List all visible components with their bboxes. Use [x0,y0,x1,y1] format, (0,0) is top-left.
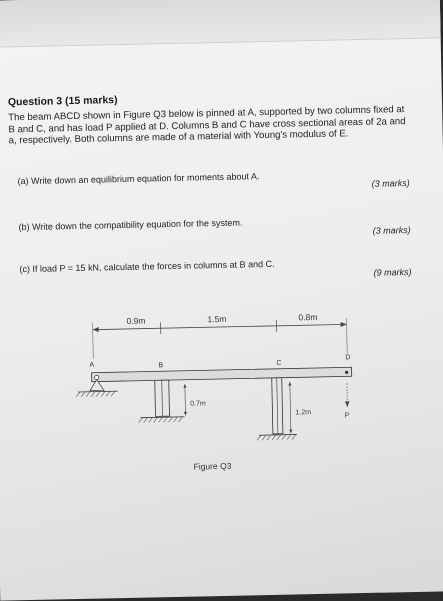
figure-caption: Figure Q3 [193,461,231,472]
column-c-dim-line [290,383,291,433]
column-b-dim-arrow-top [183,384,186,388]
column-b-length: 0.7m [190,400,206,407]
question-intro: The beam ABCD shown in Figure Q3 below is pinned at A, supported by two columns fixed at B and C, and has load P applied at D. Columns B and C have cross sectional areas of 2a and a, respectively. Both columns are made of a material with Young's modulus of E. [8,104,409,147]
column-c-dim-arrow-top [288,382,291,386]
point-label-b: B [158,362,163,369]
column-c-length: 1.2m [295,409,311,416]
part-c-text: (c) If load P = 15 kN, calculate the forces in columns at B and C. [19,259,274,274]
column-c-dim-arrow-bottom [289,430,292,434]
point-label-a: A [89,362,94,369]
dimension-bc: 1.5m [207,314,226,324]
dimension-cd: 0.8m [298,312,317,322]
ground-line-a [78,391,118,392]
load-label-p: P [344,412,349,419]
part-a-marks: (3 marks) [372,178,410,189]
dimension-tick-a [93,323,94,359]
column-b-dim-line [185,385,186,415]
beam-abcd [92,367,352,381]
question-title: Question 3 (15 marks) [8,94,118,108]
part-a-text: (a) Write down an equilibrium equation for moments about A. [17,171,259,186]
part-b-text: (b) Write down the compatibility equation for the system. [18,218,242,233]
dim-arrow-left [93,327,99,332]
dimension-ab: 0.9m [126,316,145,326]
dimension-tick-d [346,318,347,353]
ground-line-c [259,434,297,435]
point-label-d: D [345,354,350,361]
part-c-marks: (9 marks) [373,267,411,278]
point-label-c: C [276,360,281,367]
load-arrow-icon [345,401,350,407]
part-b-marks: (3 marks) [373,225,411,236]
dim-arrow-right [341,322,347,327]
column-b-dim-arrow-bottom [184,412,187,416]
